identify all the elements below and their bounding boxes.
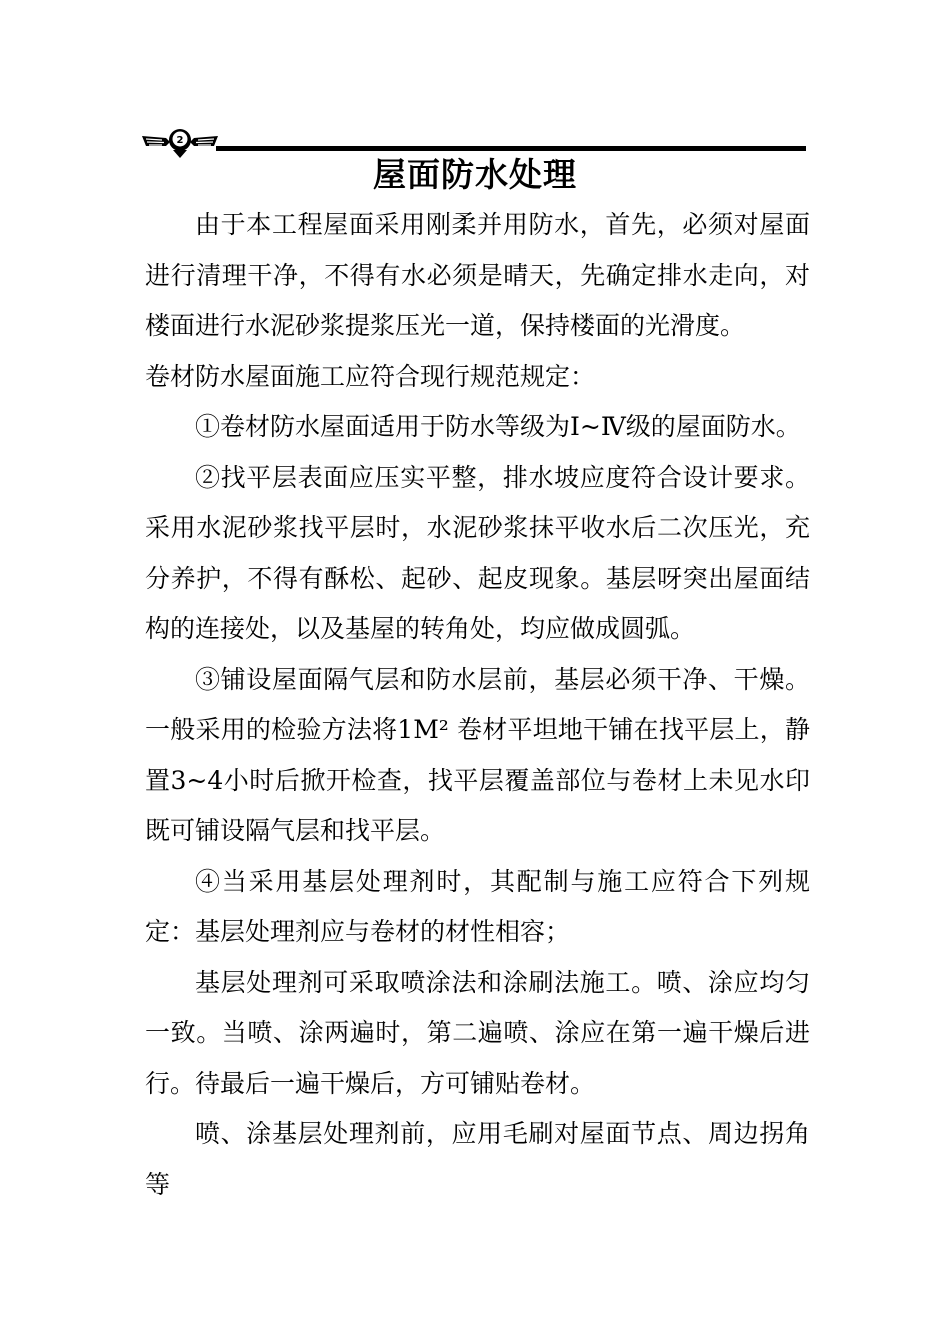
paragraph-item-3: ③铺设屋面隔气层和防水层前，基层必须干净、干燥。一般采用的检验方法将1M² 卷材平坦地干铺在找平层上，静置3~4小时后掀开检查，找平层覆盖部位与卷材上未见水印既可铺设隔气层和找平层。 xyxy=(145,664,810,845)
paragraph-item-4: ④当采用基层处理剂时，其配制与施工应符合下列规定：基层处理剂应与卷材的材性相容； xyxy=(145,866,810,946)
logo-number: 2 xyxy=(176,135,184,146)
paragraph-standard-heading: 卷材防水屋面施工应符合现行规范规定： xyxy=(145,361,596,391)
paragraph-primer-application: 基层处理剂可采取喷涂法和涂刷法施工。喷、涂应均匀一致。当喷、涂两遍时，第二遍喷、涂应在第一遍干燥后进行。待最后一遍干燥后，方可铺贴卷材。 xyxy=(145,967,810,1098)
page-title: 屋面防水处理 xyxy=(373,155,577,194)
document-body xyxy=(145,200,810,1210)
paragraph-item-2: ②找平层表面应压实平整，排水坡应度符合设计要求。采用水泥砂浆找平层时，水泥砂浆抹平收水后二次压光，充分养护，不得有酥松、起砂、起皮现象。基层呀突出屋面结构的连接处，以及基屋的转角处，均应做成圆弧。 xyxy=(145,462,810,643)
paragraph-intro: 由于本工程屋面采用刚柔并用防水，首先，必须对屋面进行清理干净，不得有水必须是晴天，先确定排水走向，对楼面进行水泥砂浆提浆压光一道，保持楼面的光滑度。 xyxy=(145,210,810,340)
paragraph-item-1: ①卷材防水屋面适用于防水等级为Ⅰ~Ⅳ级的屋面防水。 xyxy=(195,412,801,441)
paragraph-primer-brushing: 喷、涂基层处理剂前，应用毛刷对屋面节点、周边拐角等 xyxy=(145,1119,810,1199)
